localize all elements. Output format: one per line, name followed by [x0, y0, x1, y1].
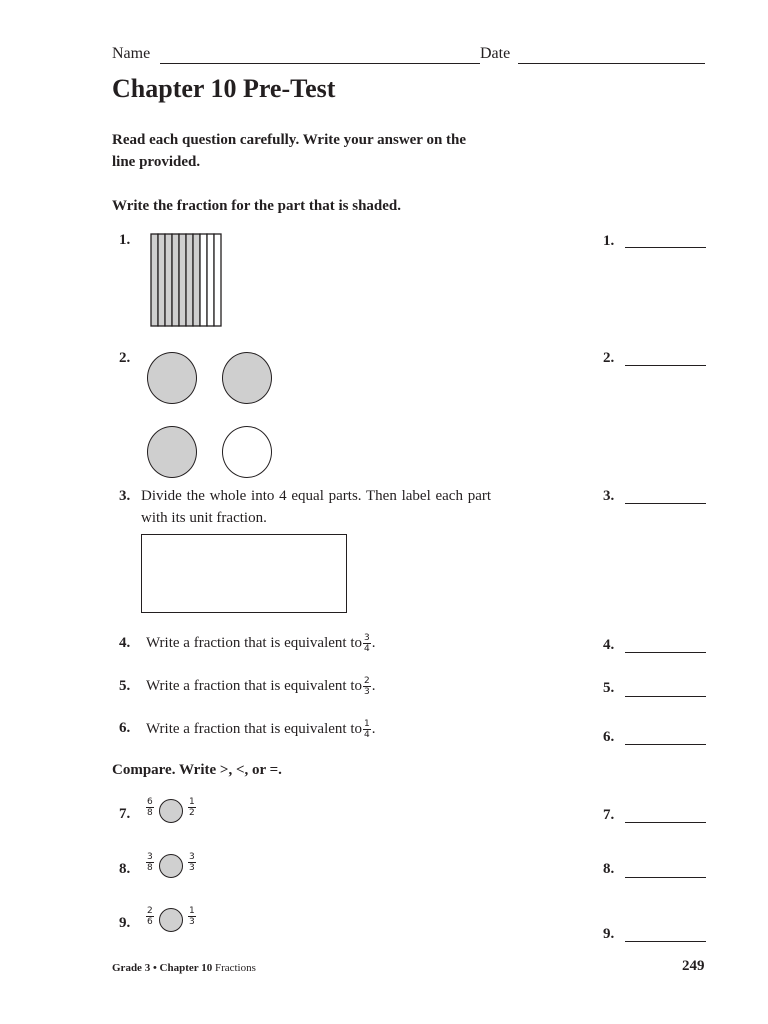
footer-chapter-topic: Fractions	[212, 962, 256, 974]
question-5-text: Write a fraction that is equivalent to $\frac{2}{3}$ .	[146, 676, 376, 698]
question-9-number: 9.	[119, 915, 131, 931]
question-8-right-numerator: 3	[189, 852, 195, 862]
name-line[interactable]	[160, 63, 480, 64]
q2-shaded-circle	[147, 352, 197, 404]
question-6-text: Write a fraction that is equivalent to $\frac{1}{4}$ .	[146, 719, 376, 741]
question-4-fraction-numerator: 3	[363, 633, 370, 644]
q1-strip	[172, 234, 179, 326]
answer-5-line[interactable]	[625, 696, 706, 697]
answer-6-label: 6.	[603, 729, 615, 745]
section1-heading: Write the fraction for the part that is shaded.	[112, 198, 401, 214]
question-5-number: 5.	[119, 678, 131, 694]
q1-strip	[151, 234, 158, 326]
question-4-fraction	[363, 633, 371, 654]
question-9-compare-circle[interactable]	[159, 908, 183, 932]
q2-shaded-circle	[222, 352, 272, 404]
footer-grade-chapter	[112, 962, 256, 974]
q3-rectangle-whole[interactable]	[141, 534, 347, 613]
question-5-fraction	[363, 676, 371, 697]
instructions-line-2: line provided.	[112, 154, 201, 170]
question-9-left-numerator: 2	[147, 906, 153, 916]
question-7-left-fraction	[145, 797, 155, 818]
question-9-left-denominator: 6	[147, 917, 153, 927]
question-3-text-line-2: with its unit fraction.	[141, 510, 267, 526]
question-9-left-fraction	[145, 906, 155, 927]
q1-strip	[179, 234, 186, 326]
answer-7-label: 7.	[603, 807, 615, 823]
question-5-prompt: Write a fraction that is equivalent to	[146, 678, 362, 694]
answer-4-line[interactable]	[625, 652, 706, 653]
section2-heading: Compare. Write >, <, or =.	[112, 762, 282, 778]
name-label: Name	[112, 45, 151, 62]
question-8-compare-circle[interactable]	[159, 854, 183, 878]
date-label: Date	[480, 45, 511, 62]
question-5-fraction-numerator: 2	[363, 676, 370, 687]
question-8-left-fraction	[145, 852, 155, 873]
question-9-right-denominator: 3	[189, 917, 195, 927]
q1-strip	[158, 234, 165, 326]
answer-4-label: 4.	[603, 637, 615, 653]
answer-7-line[interactable]	[625, 822, 706, 823]
instructions-line-1: Read each question carefully. Write your answer on the	[112, 132, 467, 148]
page-title: Chapter 10 Pre-Test	[112, 74, 336, 103]
question-7-right-fraction	[187, 797, 197, 818]
q1-strip-figure	[150, 233, 222, 327]
question-7-left-denominator: 8	[147, 808, 153, 818]
question-7-compare-circle[interactable]	[159, 799, 183, 823]
question-6-fraction-numerator: 1	[363, 719, 370, 730]
question-1-number: 1.	[119, 232, 131, 248]
answer-2-label: 2.	[603, 350, 615, 366]
question-4-text: Write a fraction that is equivalent to $\frac{3}{4}$ .	[146, 633, 376, 655]
page-number: 249	[682, 958, 705, 974]
question-9-right-numerator: 1	[189, 906, 195, 916]
answer-1-line[interactable]	[625, 247, 706, 248]
question-3-number: 3.	[119, 488, 131, 504]
date-line[interactable]	[518, 63, 705, 64]
question-3-text-line-1: Divide the whole into 4 equal parts. Then label each part	[141, 488, 492, 504]
question-6-prompt: Write a fraction that is equivalent to	[146, 721, 362, 737]
q1-strip	[165, 234, 172, 326]
question-4-prompt: Write a fraction that is equivalent to	[146, 635, 362, 651]
question-7-left-numerator: 6	[147, 797, 153, 807]
question-8-number: 8.	[119, 861, 131, 877]
answer-3-label: 3.	[603, 488, 615, 504]
q1-strip	[200, 234, 207, 326]
question-6-fraction	[363, 719, 371, 740]
q2-unshaded-circle	[222, 426, 272, 478]
answer-9-line[interactable]	[625, 941, 706, 942]
question-5-fraction-denominator: 3	[363, 687, 370, 698]
answer-8-label: 8.	[603, 861, 615, 877]
question-9-right-fraction	[187, 906, 197, 927]
answer-2-line[interactable]	[625, 365, 706, 366]
question-7-right-numerator: 1	[189, 797, 195, 807]
question-7-number: 7.	[119, 806, 131, 822]
q1-strip	[214, 234, 221, 326]
question-2-number: 2.	[119, 350, 131, 366]
answer-9-label: 9.	[603, 926, 615, 942]
footer-grade-chapter-bold: Grade 3 • Chapter 10	[112, 962, 213, 974]
q2-shaded-circle	[147, 426, 197, 478]
question-6-fraction-denominator: 4	[363, 730, 370, 741]
answer-6-line[interactable]	[625, 744, 706, 745]
question-8-right-fraction	[187, 852, 197, 873]
question-4-fraction-denominator: 4	[363, 644, 370, 655]
question-7-right-denominator: 2	[189, 808, 195, 818]
q1-strip	[207, 234, 214, 326]
answer-8-line[interactable]	[625, 877, 706, 878]
question-4-number: 4.	[119, 635, 131, 651]
answer-1-label: 1.	[603, 233, 615, 249]
question-6-number: 6.	[119, 720, 131, 736]
question-8-left-numerator: 3	[147, 852, 153, 862]
question-8-right-denominator: 3	[189, 863, 195, 873]
answer-3-line[interactable]	[625, 503, 706, 504]
q1-strip	[193, 234, 200, 326]
answer-5-label: 5.	[603, 680, 615, 696]
question-8-left-denominator: 8	[147, 863, 153, 873]
q1-strip	[186, 234, 193, 326]
